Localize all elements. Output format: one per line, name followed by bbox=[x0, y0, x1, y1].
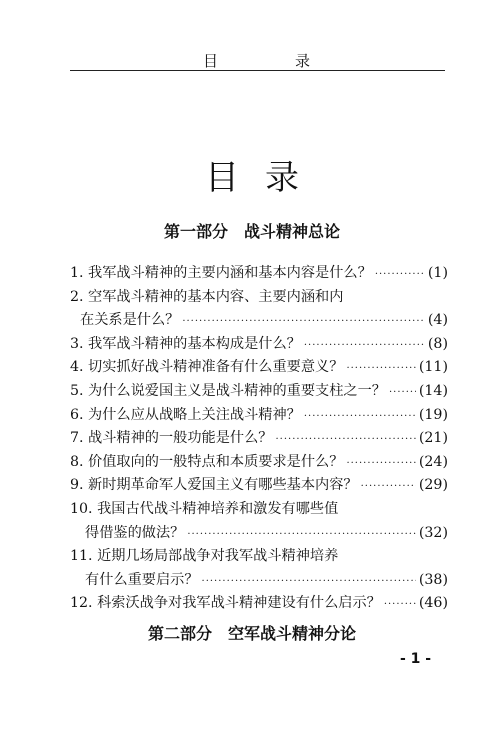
part2-heading bbox=[0, 621, 504, 644]
toc-entry-page: (4) bbox=[427, 312, 448, 329]
running-head bbox=[70, 46, 445, 71]
toc-entry-10[interactable] bbox=[70, 498, 448, 522]
toc-entry-page: (46) bbox=[418, 595, 448, 612]
toc-entry-3[interactable] bbox=[70, 333, 448, 357]
toc-entry-text: 在关系是什么？ bbox=[80, 312, 180, 329]
toc-entry-text: 得借鉴的做法？ bbox=[85, 524, 185, 541]
part2-name: 空军战斗精神分论 bbox=[228, 624, 357, 643]
toc-entry-text: 2. 空军战斗精神的基本内容、主要内涵和内 bbox=[70, 288, 344, 305]
leader-dots bbox=[187, 529, 416, 540]
toc-entry-text: 3. 我军战斗精神的基本构成是什么？ bbox=[70, 335, 301, 352]
part2-number: 第二部分 bbox=[147, 624, 212, 643]
toc-entry-page: (11) bbox=[418, 359, 448, 376]
leader-dots bbox=[346, 458, 415, 469]
leader-dots bbox=[182, 316, 425, 327]
toc-list bbox=[70, 262, 448, 616]
toc-entry-text: 4. 切实抓好战斗精神准备有什么重要意义？ bbox=[70, 359, 344, 376]
toc-entry-page: (32) bbox=[418, 524, 448, 541]
part1-heading bbox=[0, 219, 504, 242]
toc-entry-9[interactable] bbox=[70, 474, 448, 498]
toc-entry-6[interactable] bbox=[70, 404, 448, 428]
toc-entry-text: 9. 新时期革命军人爱国主义有哪些基本内容？ bbox=[70, 477, 358, 494]
toc-entry-text: 8. 价值取向的一般特点和本质要求是什么？ bbox=[70, 453, 344, 470]
running-head-left: 目 bbox=[203, 52, 219, 70]
leader-dots bbox=[304, 411, 416, 422]
toc-entry-text: 5. 为什么说爱国主义是战斗精神的重要支柱之一？ bbox=[70, 382, 386, 399]
leader-dots bbox=[384, 599, 416, 610]
toc-entry-page: (29) bbox=[418, 477, 448, 494]
toc-entry-page: (38) bbox=[418, 571, 448, 588]
toc-entry-12[interactable] bbox=[70, 592, 448, 616]
leader-dots bbox=[389, 387, 416, 398]
page-number: - 1 - bbox=[400, 651, 432, 667]
toc-entry-1[interactable] bbox=[70, 262, 448, 286]
toc-entry-2[interactable] bbox=[70, 286, 448, 310]
toc-entry-10-cont[interactable] bbox=[70, 522, 448, 546]
toc-entry-text: 10. 我国古代战斗精神培养和激发有哪些值 bbox=[70, 500, 339, 517]
running-head-right: 录 bbox=[295, 52, 311, 70]
toc-entry-4[interactable] bbox=[70, 356, 448, 380]
leader-dots bbox=[276, 434, 416, 445]
toc-entry-page: (19) bbox=[418, 406, 448, 423]
toc-entry-page: (24) bbox=[418, 453, 448, 470]
toc-entry-text: 1. 我军战斗精神的主要内涵和基本内容是什么？ bbox=[70, 265, 372, 281]
toc-entry-text: 7. 战斗精神的一般功能是什么？ bbox=[70, 430, 273, 447]
toc-entry-page: (8) bbox=[427, 335, 448, 352]
toc-entry-11-cont[interactable] bbox=[70, 569, 448, 593]
leader-dots bbox=[202, 576, 416, 587]
toc-entry-page: (21) bbox=[418, 430, 448, 447]
toc-entry-5[interactable] bbox=[70, 380, 448, 404]
leader-dots bbox=[304, 340, 425, 351]
toc-entry-text: 11. 近期几场局部战争对我军战斗精神培养 bbox=[70, 548, 339, 565]
leader-dots bbox=[361, 481, 416, 492]
toc-entry-11[interactable] bbox=[70, 545, 448, 569]
toc-entry-7[interactable] bbox=[70, 427, 448, 451]
leader-dots bbox=[375, 269, 425, 280]
toc-entry-page: (14) bbox=[418, 382, 448, 399]
toc-entry-text: 12. 科索沃战争对我军战斗精神建设有什么启示？ bbox=[70, 595, 381, 612]
toc-entry-page: (1) bbox=[427, 265, 448, 281]
page-title: 目录 bbox=[205, 158, 325, 198]
part1-name: 战斗精神总论 bbox=[244, 222, 341, 241]
toc-entry-2-cont[interactable] bbox=[70, 309, 448, 333]
toc-entry-text: 有什么重要启示？ bbox=[85, 571, 199, 588]
toc-entry-8[interactable] bbox=[70, 451, 448, 475]
leader-dots bbox=[346, 363, 415, 374]
part1-number: 第一部分 bbox=[163, 222, 228, 241]
toc-entry-text: 6. 为什么应从战略上关注战斗精神？ bbox=[70, 406, 301, 423]
